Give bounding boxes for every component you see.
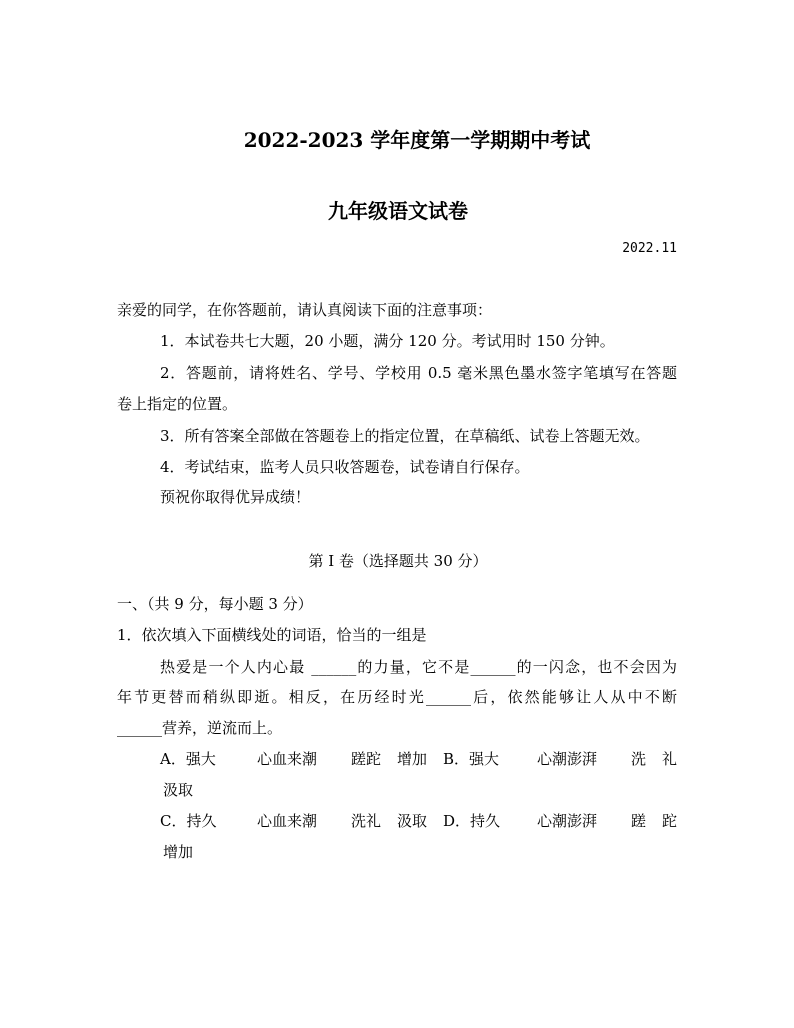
option-b-label: B．	[443, 750, 470, 768]
option-d-first	[443, 811, 500, 831]
exam-title: 2022-2023 学年度第一学期期中考试	[243, 128, 591, 152]
section-heading: 一、（共 9 分，每小题 3 分）	[117, 595, 313, 613]
option-a-word-4: 增加	[397, 750, 428, 768]
passage-line-3: ______营养，逆流而上。	[117, 719, 283, 737]
option-b-word-3: 洗礼	[631, 750, 677, 768]
notice-item-1: 1．本试卷共七大题，20 小题，满分 120 分。考试用时 150 分钟。	[160, 332, 615, 350]
option-c-first	[160, 811, 217, 831]
notice-intro: 亲爱的同学，在你答题前，请认真阅读下面的注意事项：	[117, 301, 493, 319]
part-title: 第 I 卷（选择题共 30 分）	[308, 552, 488, 570]
option-b-first	[443, 749, 499, 769]
options-row-cd	[0, 811, 794, 831]
option-a-word-3: 蹉跎	[351, 750, 382, 768]
exam-date: 2022.11	[622, 241, 677, 256]
notice-closing: 预祝你取得优异成绩！	[160, 488, 311, 506]
notice-item-4: 4．考试结束，监考人员只收答题卷，试卷请自行保存。	[160, 458, 530, 476]
option-d-word-4: 增加	[163, 843, 194, 861]
option-a-word-1: 强大	[185, 750, 216, 768]
option-d-word-1: 持久	[470, 812, 501, 830]
option-d-word-2: 心潮澎湃	[537, 812, 598, 830]
option-b-word-4: 汲取	[163, 781, 194, 799]
option-c-word-1: 持久	[186, 812, 217, 830]
option-c-word-4: 汲取	[397, 812, 428, 830]
options-row-cd-wrap	[0, 842, 794, 862]
option-d-word-3: 蹉跎	[631, 812, 677, 830]
option-c-word-3: 洗礼	[351, 812, 382, 830]
question-stem: 1．依次填入下面横线处的词语，恰当的一组是	[117, 626, 427, 644]
options-row-ab	[0, 749, 794, 769]
option-a-word-2: 心血来潮	[257, 750, 318, 768]
option-c-word-2: 心血来潮	[257, 812, 318, 830]
passage-line-1: 热爱是一个人内心最 ______的力量，它不是______的一闪念，也不会因为	[160, 658, 677, 676]
option-a-label: A．	[160, 750, 186, 768]
notice-item-2-line-2: 卷上指定的位置。	[117, 395, 238, 413]
exam-subtitle: 九年级语文试卷	[328, 199, 468, 223]
passage-line-2: 年节更替而稍纵即逝。相反，在历经时光______后，依然能够让人从中不断	[117, 688, 677, 706]
option-a-first	[160, 749, 216, 769]
option-c-label: C．	[160, 812, 187, 830]
options-row-ab-wrap	[0, 780, 794, 800]
notice-item-2-line-1: 2．答题前，请将姓名、学号、学校用 0.5 毫米黑色墨水签字笔填写在答题	[160, 364, 677, 382]
option-d-label: D．	[443, 812, 471, 830]
option-b-word-2: 心潮澎湃	[537, 750, 598, 768]
notice-item-3: 3．所有答案全部做在答题卷上的指定位置，在草稿纸、试卷上答题无效。	[160, 427, 650, 445]
option-b-word-1: 强大	[469, 750, 500, 768]
